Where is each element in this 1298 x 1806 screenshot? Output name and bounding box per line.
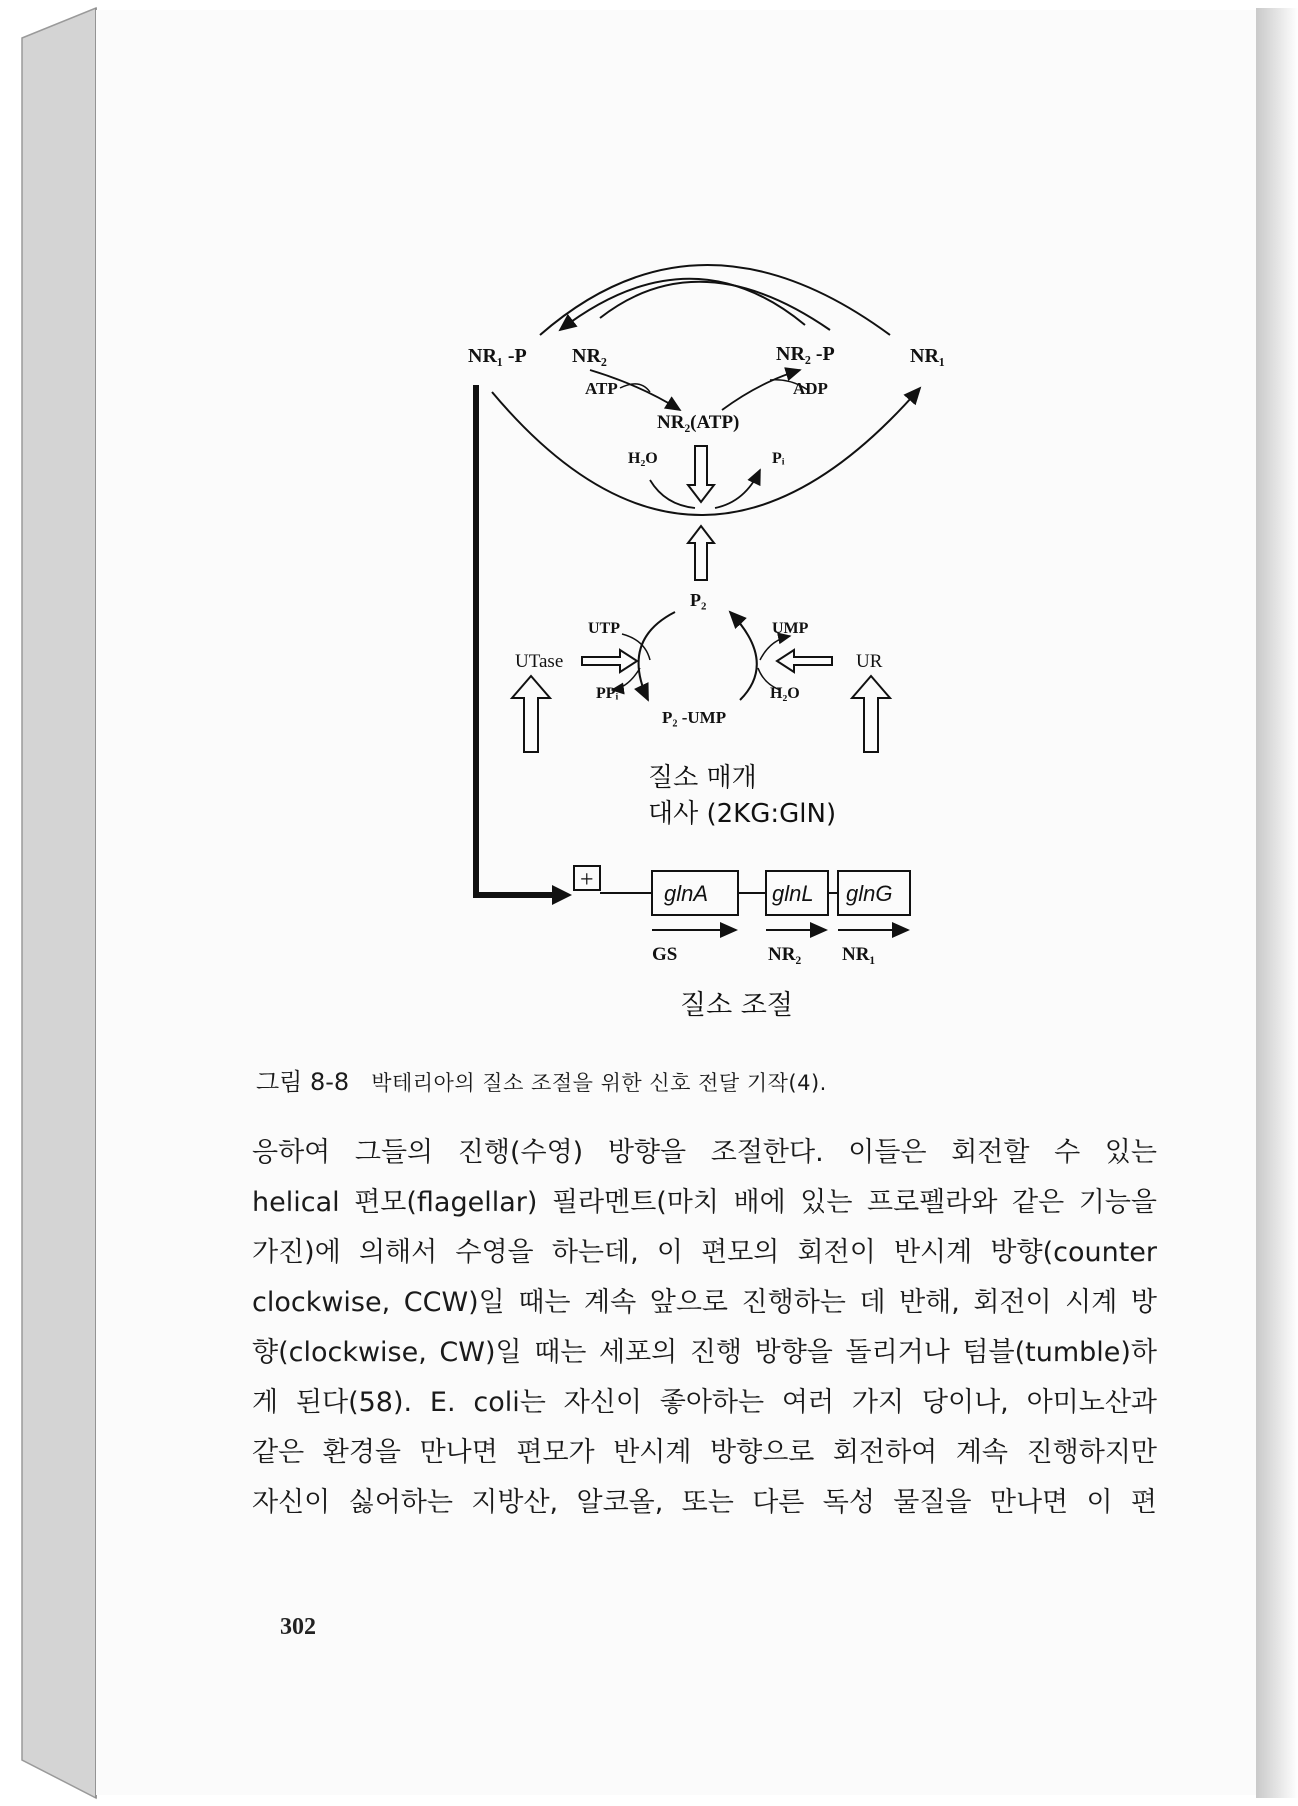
arrow-nr2atp-to-nr2p xyxy=(722,370,800,410)
product-nr1: NR₁ xyxy=(842,944,876,965)
body-line: clockwise, CCW)일 때는 계속 앞으로 진행하는 데 반해, 회전이 시계 방 xyxy=(252,1287,1157,1318)
feedback-arrow-head xyxy=(552,885,572,905)
label-metabolite-2: 대사 (2KG:GlN) xyxy=(648,799,837,829)
label-adp: ADP xyxy=(793,379,828,398)
label-nr1: NR₁ xyxy=(910,345,945,367)
product-gs: GS xyxy=(652,944,678,965)
figure-caption-text: 박테리아의 질소 조절을 위한 신호 전달 기작(4). xyxy=(371,1071,827,1095)
hollow-arrow-up-center xyxy=(688,526,714,580)
product-nr2: NR₂ xyxy=(768,944,802,965)
gene-glnG: glnG xyxy=(846,881,893,906)
body-paragraph xyxy=(252,1128,1157,1528)
body-line: 향(clockwise, CW)일 때는 세포의 진행 방향을 돌리거나 텀블(tumble)하 xyxy=(252,1337,1157,1368)
body-line: 같은 환경을 만나면 편모가 반시계 방향으로 회전하여 계속 진행하지만 xyxy=(252,1437,1157,1468)
label-pii: P₂ xyxy=(690,590,707,610)
hollow-arrow-utase xyxy=(582,650,637,672)
label-nr2atp: NR₂(ATP) xyxy=(657,412,740,433)
label-metabolite-1: 질소 매개 xyxy=(648,763,757,793)
cycle-right-arc xyxy=(730,612,757,700)
hollow-arrow-up-left xyxy=(512,676,550,752)
arc-top-left-arrow xyxy=(560,279,805,330)
gene-glnL: glnL xyxy=(772,881,814,906)
label-h2o-cycle: H₂O xyxy=(770,685,800,702)
gene-glnA: glnA xyxy=(664,881,709,906)
body-line: helical 편모(flagellar) 필라멘트(마치 배에 있는 프로펠라와 같은 기능을 xyxy=(252,1187,1157,1218)
hollow-arrow-ur xyxy=(777,650,832,672)
page-number: 302 xyxy=(280,1614,316,1640)
plus-sign: + xyxy=(580,867,594,893)
label-h2o-top: H₂O xyxy=(628,450,658,467)
label-ppi: PPᵢ xyxy=(596,685,619,702)
label-atp: ATP xyxy=(585,379,618,398)
label-ur: UR xyxy=(856,651,883,672)
label-nr2: NR₂ xyxy=(572,345,607,367)
hollow-arrow-up-right xyxy=(852,676,890,752)
feedback-arrow xyxy=(476,385,560,895)
label-utp: UTP xyxy=(588,620,620,637)
figure-caption xyxy=(256,1062,827,1097)
hollow-arrow-down-center xyxy=(688,446,714,502)
arrow-pi xyxy=(715,470,760,508)
figure-number: 그림 8-8 xyxy=(256,1068,350,1096)
body-line: 게 된다(58). E. coli는 자신이 좋아하는 여러 가지 당이나, 아미노산과 xyxy=(252,1387,1157,1418)
body-line: 자신이 싫어하는 지방산, 알코올, 또는 다른 독성 물질을 만나면 이 편 xyxy=(252,1487,1157,1518)
label-nr1p: NR₁ -P xyxy=(468,345,527,367)
label-nr2p: NR₂ -P xyxy=(776,343,835,365)
body-line: 응하여 그들의 진행(수영) 방향을 조절한다. 이들은 회전할 수 있는 xyxy=(252,1137,1157,1168)
label-ump: UMP xyxy=(772,620,809,637)
label-pi: Pᵢ xyxy=(772,450,785,467)
cycle-left-arc xyxy=(639,612,675,700)
body-line: 가진)에 의해서 수영을 하는데, 이 편모의 회전이 반시계 방향(counter xyxy=(252,1237,1157,1268)
label-nitrogen-regulation: 질소 조절 xyxy=(680,990,793,1021)
label-pii-ump: P₂ -UMP xyxy=(662,708,727,727)
arc-top xyxy=(540,265,890,335)
label-utase: UTase xyxy=(515,651,564,672)
